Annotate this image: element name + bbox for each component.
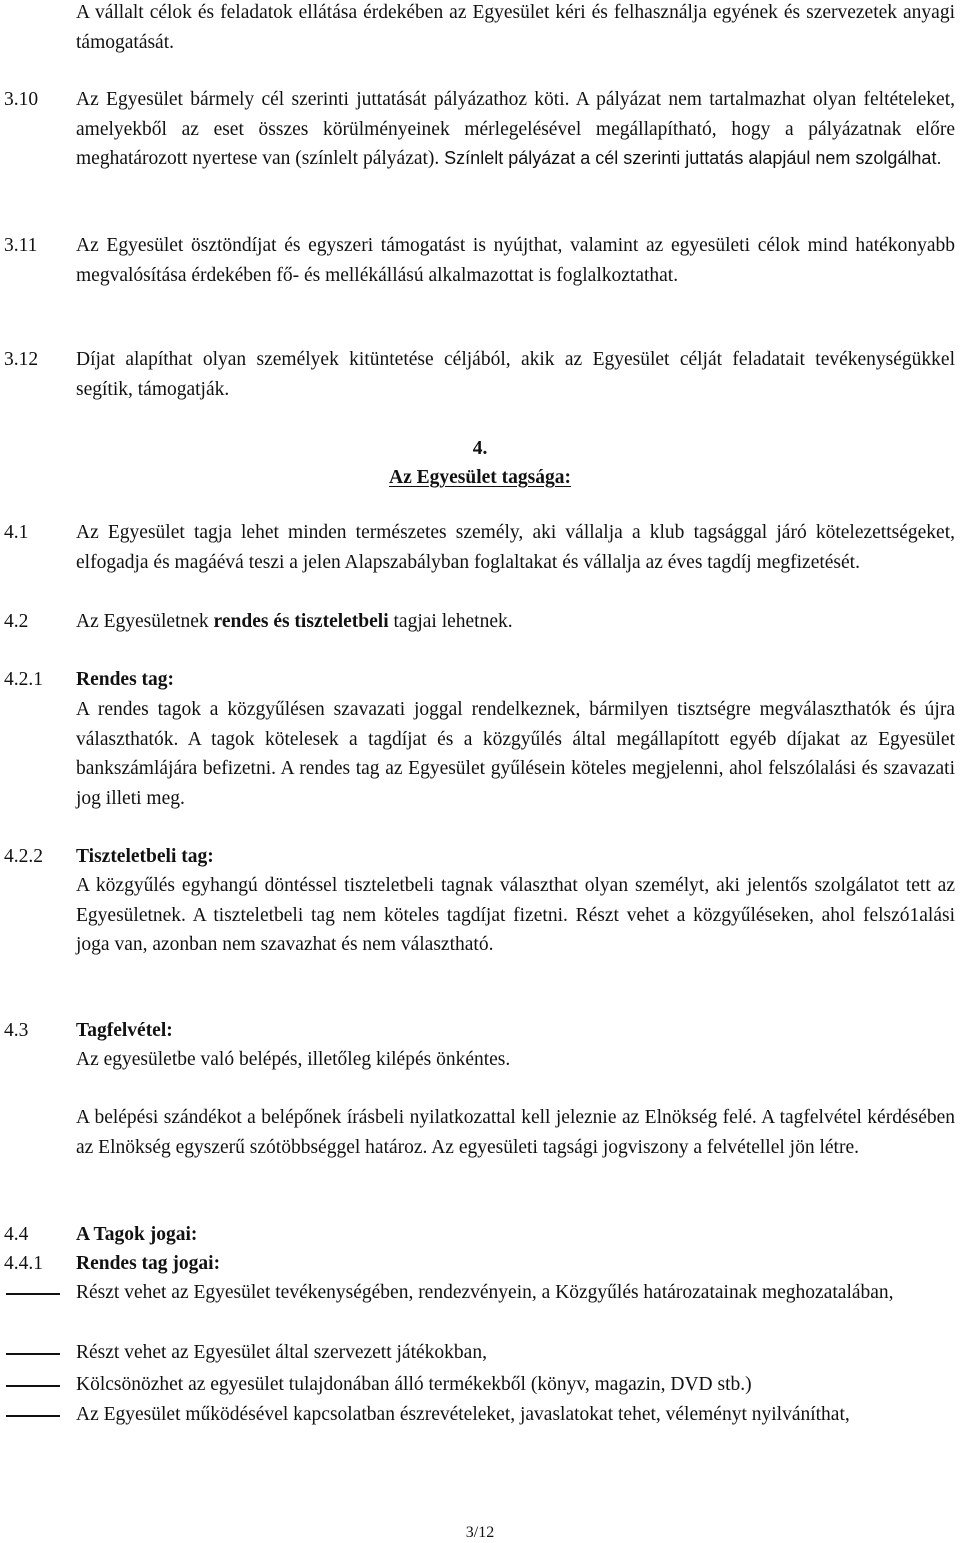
list-dash	[4, 1338, 62, 1368]
section-4-2-1-text: A rendes tagok a közgyűlésen szavazati joggal rendelkeznek, bármilyen tisztségre megválaszthatók és újra választhatók. A tagok kötelesek a tagdíjat és a közgyűlés által megállapított egyéb díjakat az Egyesület bankszámlájára befizetni. A rendes tag az Egyesület gyűlésein köteles megjelenni, ahol felszólalási és szavazati jog illeti meg.	[76, 699, 955, 809]
section-number-3-11: 3.11	[4, 235, 38, 256]
section-number-4-4-1: 4.4.1	[4, 1253, 43, 1274]
list-dash	[4, 1370, 62, 1400]
section-4-2-before: Az Egyesületnek	[76, 611, 214, 632]
section-number-3-10: 3.10	[4, 89, 39, 110]
list-dash	[4, 1278, 62, 1308]
page-number: 3/12	[465, 1524, 495, 1541]
section-4-2-1-title: Rendes tag:	[76, 669, 175, 690]
chapter-title-text: Az Egyesület tagsága:	[389, 467, 571, 488]
intro-paragraph: A vállalt célok és feladatok ellátása érdekében az Egyesület kéri és felhasználja egyének és szervezetek anyagi támogatását.	[76, 2, 955, 53]
section-3-10-text	[76, 85, 955, 174]
section-number-4-4: 4.4	[4, 1224, 29, 1245]
section-number-3-12: 3.12	[4, 349, 39, 370]
section-4-2-after: tagjai lehetnek.	[388, 611, 513, 632]
section-4-3-title: Tagfelvétel:	[76, 1020, 173, 1041]
chapter-number: 4.	[472, 438, 488, 459]
section-3-10-text-a: Az Egyesület bármely cél szerinti juttatását pályázathoz köti. A pályázat nem tartalmazhat olyan feltételeket, amelyekből az eset összes körülményeinek mérlegelésével megállapítható, hogy a pályázatnak előre meghatározott nyertese van (színlelt pályázat).	[76, 89, 955, 169]
section-4-2-2-text: A közgyűlés egyhangú döntéssel tiszteletbeli tagnak választhat olyan személyt, aki jelentős szolgálatot tett az Egyesületnek. A tiszteletbeli tag nem köteles tagdíjat fizetni. Részt vehet a közgyűléseken, ahol felszó1alási joga van, azonban nem szavazhat és nem választható.	[76, 875, 955, 955]
section-4-4-1-title: Rendes tag jogai:	[76, 1253, 221, 1274]
section-4-1-text: Az Egyesület tagja lehet minden természetes személy, aki vállalja a klub tagsággal járó kötelezettségeket, elfogadja és magáévá teszi a jelen Alapszabályban foglaltakat és vállalja az éves tagdíj megfizetését.	[76, 522, 955, 573]
section-4-4-title: A Tagok jogai:	[76, 1224, 198, 1245]
section-3-11-text: Az Egyesület ösztöndíjat és egyszeri támogatást is nyújthat, valamint az egyesületi célok mind hatékonyabb megvalósítása érdekében fő- és mellékállású alkalmazottat is foglalkoztathat.	[76, 235, 955, 286]
section-number-4-1: 4.1	[4, 522, 29, 543]
section-4-2-text	[76, 607, 955, 637]
section-number-4-3: 4.3	[4, 1020, 29, 1041]
list-dash	[4, 1400, 62, 1430]
section-4-3-text-a: Az egyesületbe való belépés, illetőleg kilépés önkéntes.	[76, 1049, 511, 1070]
list-item: Részt vehet az Egyesület tevékenységében, rendezvényein, a Közgyűlés határozatainak meghozatalában,	[76, 1282, 894, 1303]
chapter-title	[0, 463, 960, 493]
section-3-12-text: Díjat alapíthat olyan személyek kitüntetése céljából, akik az Egyesület célját feladatait tevékenységükkel segítik, támogatják.	[76, 349, 955, 400]
list-item: Részt vehet az Egyesület által szervezett játékokban,	[76, 1342, 487, 1363]
section-4-2-2-title: Tiszteletbeli tag:	[76, 846, 214, 867]
section-3-10-text-b: Színlelt pályázat a cél szerinti juttatás alapjául nem szolgálhat.	[444, 148, 942, 168]
section-4-2-bold: rendes és tiszteletbeli	[213, 611, 389, 632]
list-item: Az Egyesület működésével kapcsolatban észrevételeket, javaslatokat tehet, véleményt nyilváníthat,	[76, 1404, 850, 1425]
section-4-3-text-b: A belépési szándékot a belépőnek írásbeli nyilatkozattal kell jeleznie az Elnökség felé. A tagfelvétel kérdésében az Elnökség egyszerű szótöbbséggel határoz. Az egyesületi tagsági jogviszony a felvétellel jön létre.	[76, 1107, 955, 1158]
list-item: Kölcsönözhet az egyesület tulajdonában álló termékekből (könyv, magazin, DVD stb.)	[76, 1374, 752, 1395]
section-number-4-2-1: 4.2.1	[4, 669, 43, 690]
section-number-4-2-2: 4.2.2	[4, 846, 43, 867]
section-number-4-2: 4.2	[4, 611, 29, 632]
